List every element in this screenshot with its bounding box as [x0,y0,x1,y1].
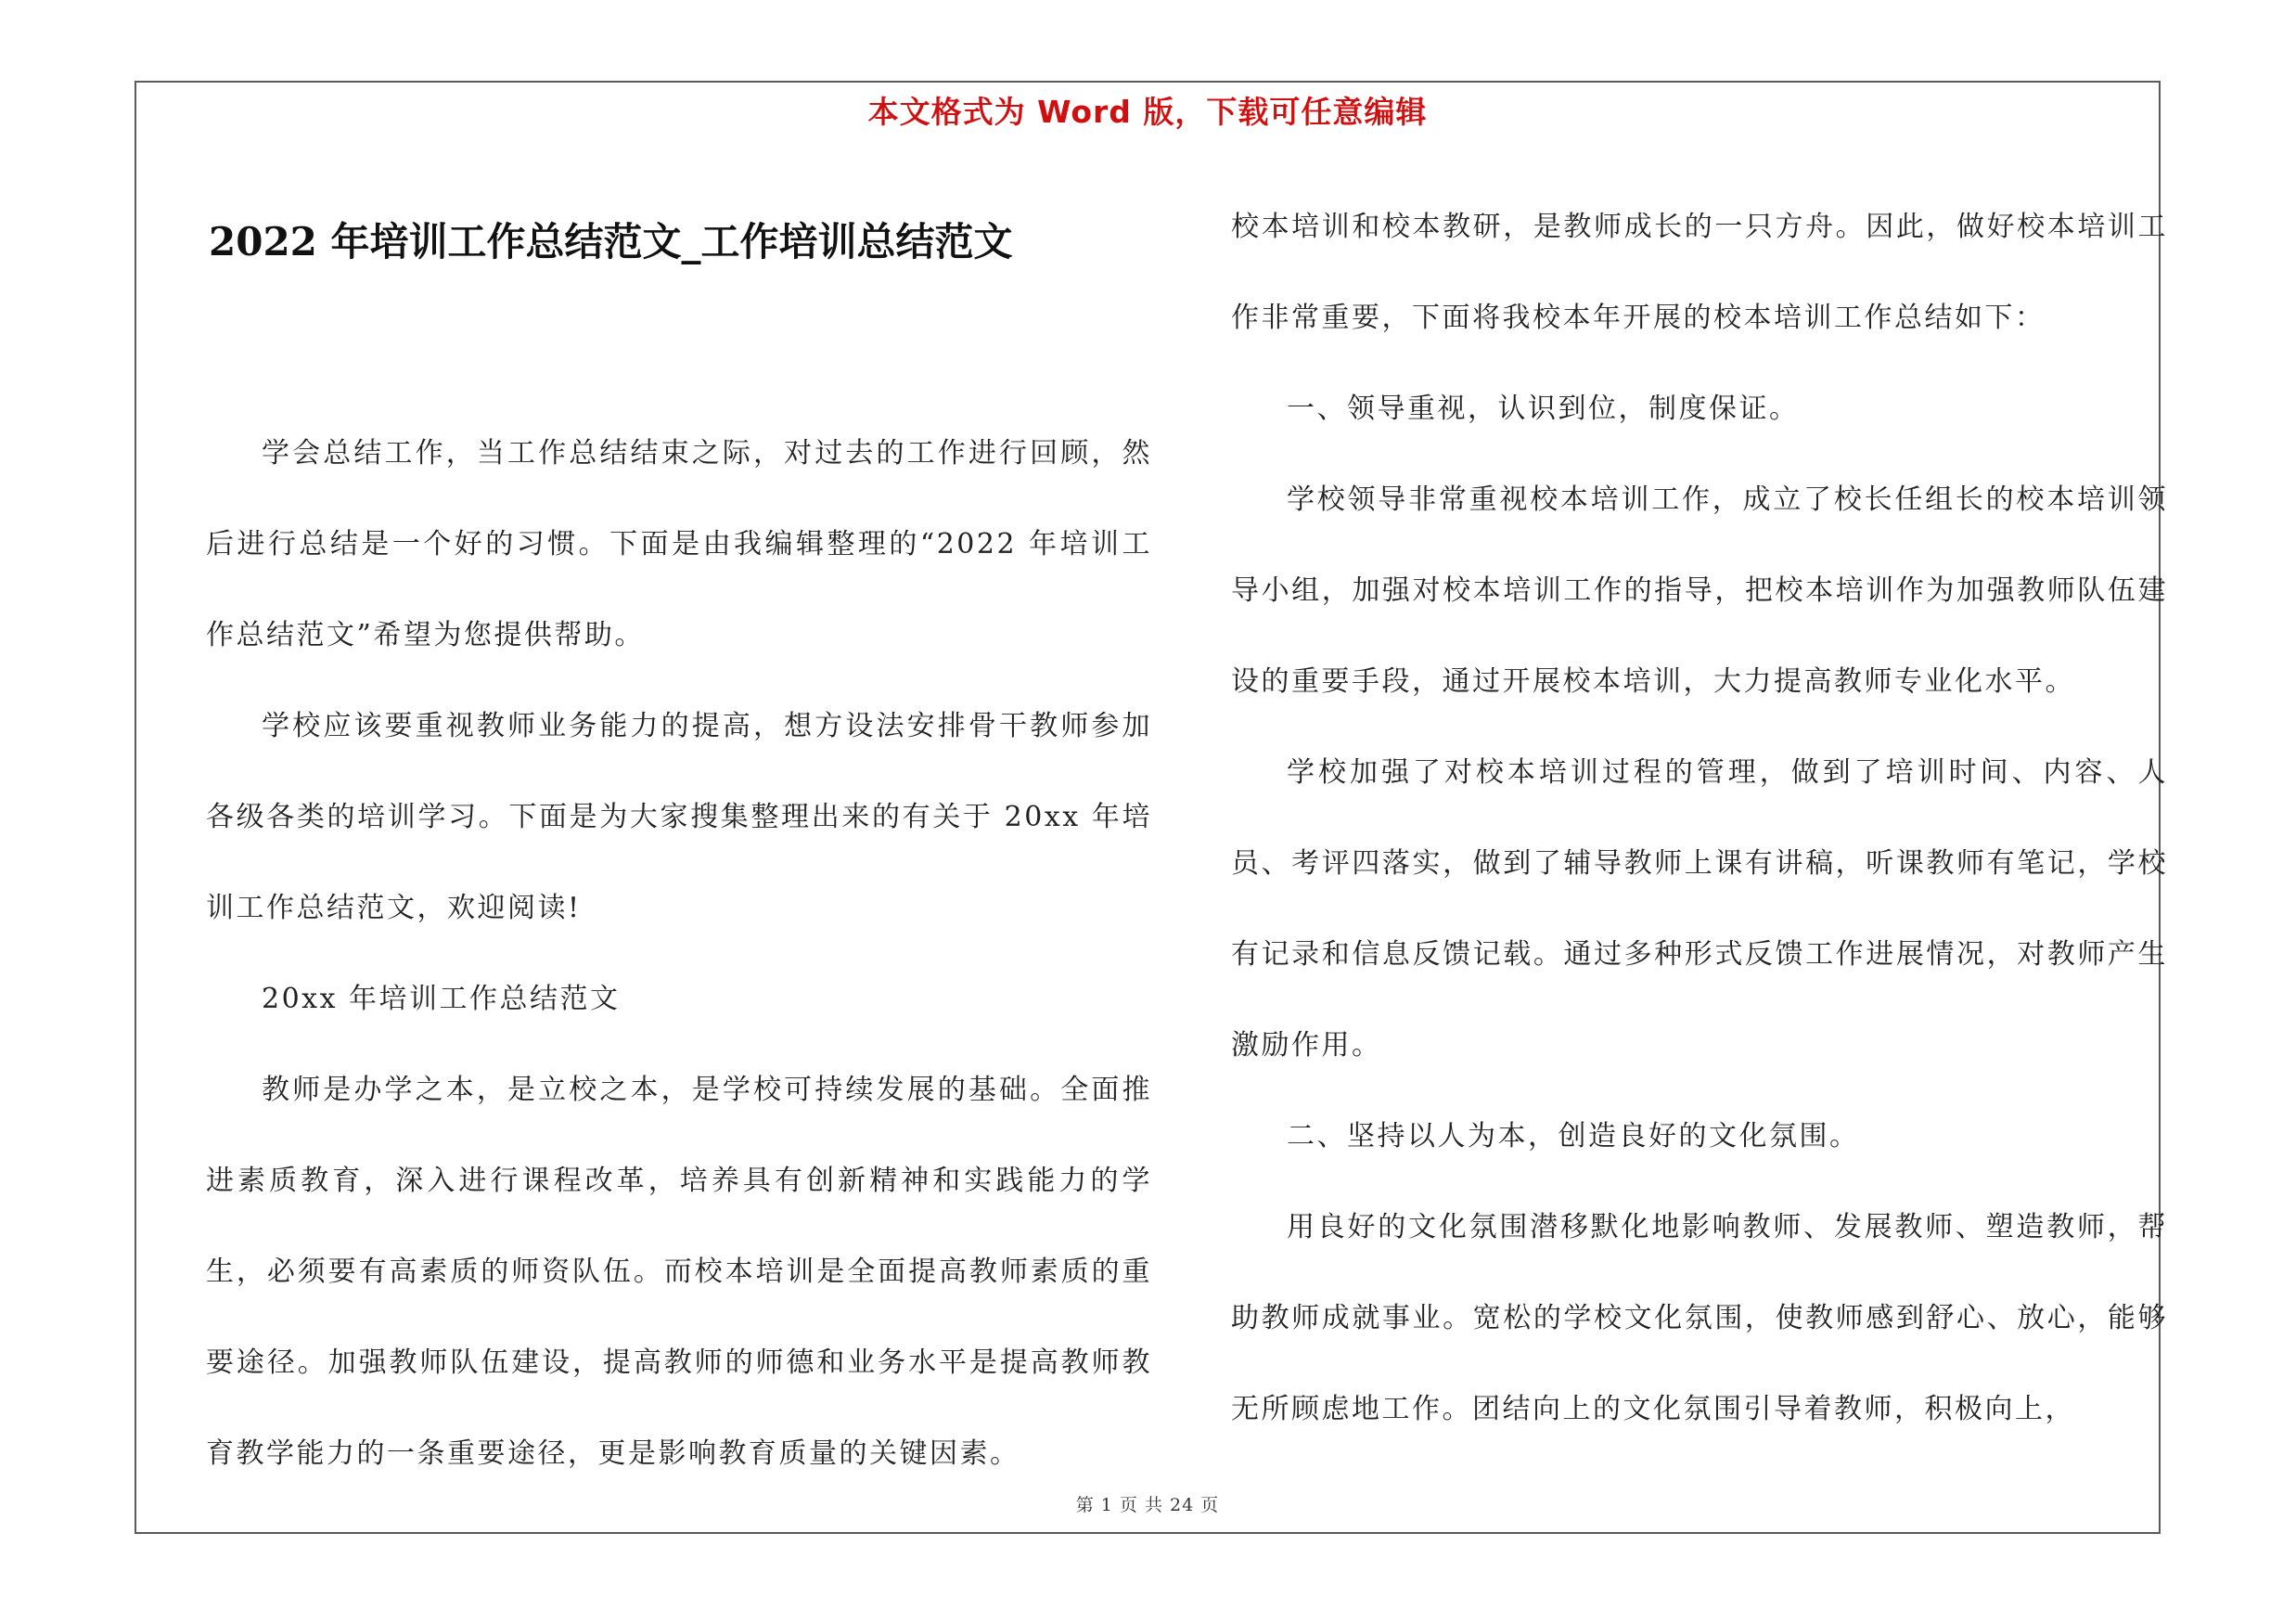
body-paragraph: 学校领导非常重视校本培训工作，成立了校长任组长的校本培训领导小组，加强对校本培训工作的指导，把校本培训作为加强教师队伍建设的重要手段，通过开展校本培训，大力提高教师专业化水平。 [1231,483,2168,698]
section-heading: 二、坚持以人为本，创造良好的文化氛围。 [1287,1120,1860,1153]
body-paragraph: 校本培训和校本教研，是教师成长的一只方舟。因此，做好校本培训工作非常重要，下面将我校本年开展的校本培训工作总结如下： [1231,211,2168,334]
editable-notice-banner: 本文格式为 Word 版，下载可任意编辑 [867,94,1428,130]
left-text-column [206,408,1152,1500]
section-heading: 一、领导重视，认识到位，制度保证。 [1287,393,1800,425]
body-paragraph: 学校应该要重视教师业务能力的提高，想方设法安排骨干教师参加各级各类的培训学习。下面是为大家搜集整理出来的有关于 20xx 年培训工作总结范文，欢迎阅读! [206,710,1152,924]
page-number-footer: 第 1 页 共 24 页 [1075,1495,1220,1515]
right-text-column [1231,182,2168,1455]
document-title: 2022 年培训工作总结范文_工作培训总结范文 [209,219,1013,264]
body-paragraph: 学校加强了对校本培训过程的管理，做到了培训时间、内容、人员、考评四落实，做到了辅导教师上课有讲稿，听课教师有笔记，学校有记录和信息反馈记载。通过多种形式反馈工作进展情况，对教师产生激励作用。 [1231,756,2168,1062]
body-paragraph: 教师是办学之本，是立校之本，是学校可持续发展的基础。全面推进素质教育，深入进行课程改革，培养具有创新精神和实践能力的学生，必须要有高素质的师资队伍。而校本培训是全面提高教师素质的重要途径。加强教师队伍建设，提高教师的师德和业务水平是提高教师教育教学能力的一条重要途径，更是影响教育质量的关键因素。 [206,1074,1152,1470]
section-heading: 20xx 年培训工作总结范文 [262,983,621,1015]
body-paragraph: 学会总结工作，当工作总结结束之际，对过去的工作进行回顾，然后进行总结是一个好的习惯。下面是由我编辑整理的“2022 年培训工作总结范文”希望为您提供帮助。 [206,437,1152,651]
body-paragraph: 用良好的文化氛围潜移默化地影响教师、发展教师、塑造教师，帮助教师成就事业。宽松的学校文化氛围，使教师感到舒心、放心，能够无所顾虑地工作。团结向上的文化氛围引导着教师，积极向上， [1231,1211,2168,1425]
